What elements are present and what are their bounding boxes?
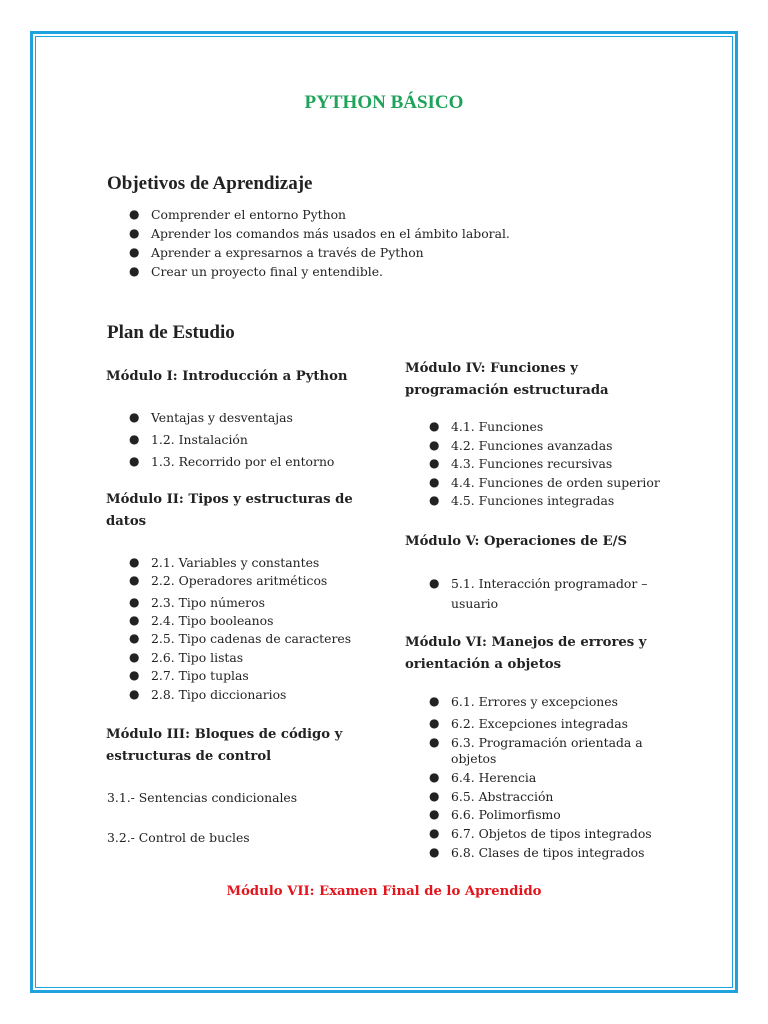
bullet-icon: ●: [129, 207, 140, 221]
bullet-icon: ●: [429, 475, 440, 489]
module-3-title: Módulo III: Bloques de código y estructuras de control: [106, 727, 343, 764]
bullet-icon: ●: [429, 576, 440, 590]
list-item: ● 2.3. Tipo números: [129, 595, 265, 610]
list-item: ● 2.5. Tipo cadenas de caracteres: [129, 631, 352, 646]
bullet-icon: ●: [429, 807, 440, 821]
bullet-icon: ●: [129, 410, 140, 424]
bullet-icon: ●: [129, 687, 140, 701]
list-item: ● 4.5. Funciones integradas: [429, 493, 615, 508]
list-item: ● 6.2. Excepciones integradas: [429, 716, 628, 731]
list-item: ● 6.5. Abstracción: [429, 789, 554, 804]
bullet-icon: ●: [129, 264, 140, 278]
list-item: ● 5.1. Interacción programador –: [429, 576, 648, 591]
bullet-icon: ●: [429, 456, 440, 470]
list-item: ● 4.2. Funciones avanzadas: [429, 438, 613, 453]
objectives-heading: Objetivos de Aprendizaje: [107, 173, 313, 194]
bullet-icon: ●: [129, 226, 140, 240]
list-item: ● 6.1. Errores y excepciones: [429, 694, 618, 709]
list-item: ● 4.1. Funciones: [429, 419, 544, 434]
list-item: ● 2.1. Variables y constantes: [129, 555, 320, 570]
bullet-icon: ●: [429, 694, 440, 708]
list-item: ● Comprender el entorno Python: [129, 207, 347, 222]
list-item: ● 2.4. Tipo booleanos: [129, 613, 274, 628]
module-4-title: Módulo IV: Funciones y programación estructurada: [405, 361, 609, 398]
bullet-icon: ●: [129, 573, 140, 587]
bullet-icon: ●: [429, 716, 440, 730]
module-3-item: 3.2.- Control de bucles: [107, 830, 250, 845]
list-item: ● 4.4. Funciones de orden superior: [429, 475, 660, 490]
bullet-icon: ●: [129, 595, 140, 609]
module-1-title: Módulo I: Introducción a Python: [106, 369, 348, 384]
bullet-icon: ●: [129, 668, 140, 682]
list-item: ● 2.6. Tipo listas: [129, 650, 244, 665]
list-item-continuation: objetos: [451, 751, 497, 766]
list-item: ● 2.8. Tipo diccionarios: [129, 687, 287, 702]
list-item: ● Aprender los comandos más usados en el ámbito laboral.: [129, 226, 510, 241]
bullet-icon: ●: [429, 419, 440, 433]
module-2-title: Módulo II: Tipos y estructuras de datos: [106, 492, 353, 529]
bullet-icon: ●: [129, 613, 140, 627]
list-item: ● 2.2. Operadores aritméticos: [129, 573, 328, 588]
bullet-icon: ●: [129, 650, 140, 664]
list-item: ● 1.3. Recorrido por el entorno: [129, 454, 335, 469]
list-item-continuation: usuario: [451, 596, 499, 611]
bullet-icon: ●: [429, 845, 440, 859]
list-item: ● 6.6. Polimorfismo: [429, 807, 561, 822]
module-3-item: 3.1.- Sentencias condicionales: [107, 790, 298, 805]
bullet-icon: ●: [129, 555, 140, 569]
list-item: ● 6.4. Herencia: [429, 770, 537, 785]
bullet-icon: ●: [429, 826, 440, 840]
module-6-title: Módulo VI: Manejos de errores y orientación a objetos: [405, 635, 647, 672]
bullet-icon: ●: [429, 770, 440, 784]
list-item: ● 6.7. Objetos de tipos integrados: [429, 826, 652, 841]
bullet-icon: ●: [129, 432, 140, 446]
list-item: ● 6.3. Programación orientada a: [429, 735, 643, 750]
module-5-title: Módulo V: Operaciones de E/S: [405, 534, 627, 549]
list-item: ● Ventajas y desventajas: [129, 410, 293, 425]
list-item: ● Crear un proyecto final y entendible.: [129, 264, 383, 279]
final-exam-title: Módulo VII: Examen Final de lo Aprendido: [226, 884, 542, 899]
bullet-icon: ●: [429, 789, 440, 803]
bullet-icon: ●: [429, 735, 440, 749]
list-item: ● Aprender a expresarnos a través de Python: [129, 245, 424, 260]
bullet-icon: ●: [129, 454, 140, 468]
document-title: PYTHON BÁSICO: [304, 92, 464, 113]
list-item: ● 6.8. Clases de tipos integrados: [429, 845, 645, 860]
bullet-icon: ●: [429, 493, 440, 507]
list-item: ● 4.3. Funciones recursivas: [429, 456, 613, 471]
bullet-icon: ●: [129, 245, 140, 259]
plan-heading: Plan de Estudio: [107, 322, 235, 343]
bullet-icon: ●: [429, 438, 440, 452]
list-item: ● 2.7. Tipo tuplas: [129, 668, 249, 683]
list-item: ● 1.2. Instalación: [129, 432, 248, 447]
bullet-icon: ●: [129, 631, 140, 645]
